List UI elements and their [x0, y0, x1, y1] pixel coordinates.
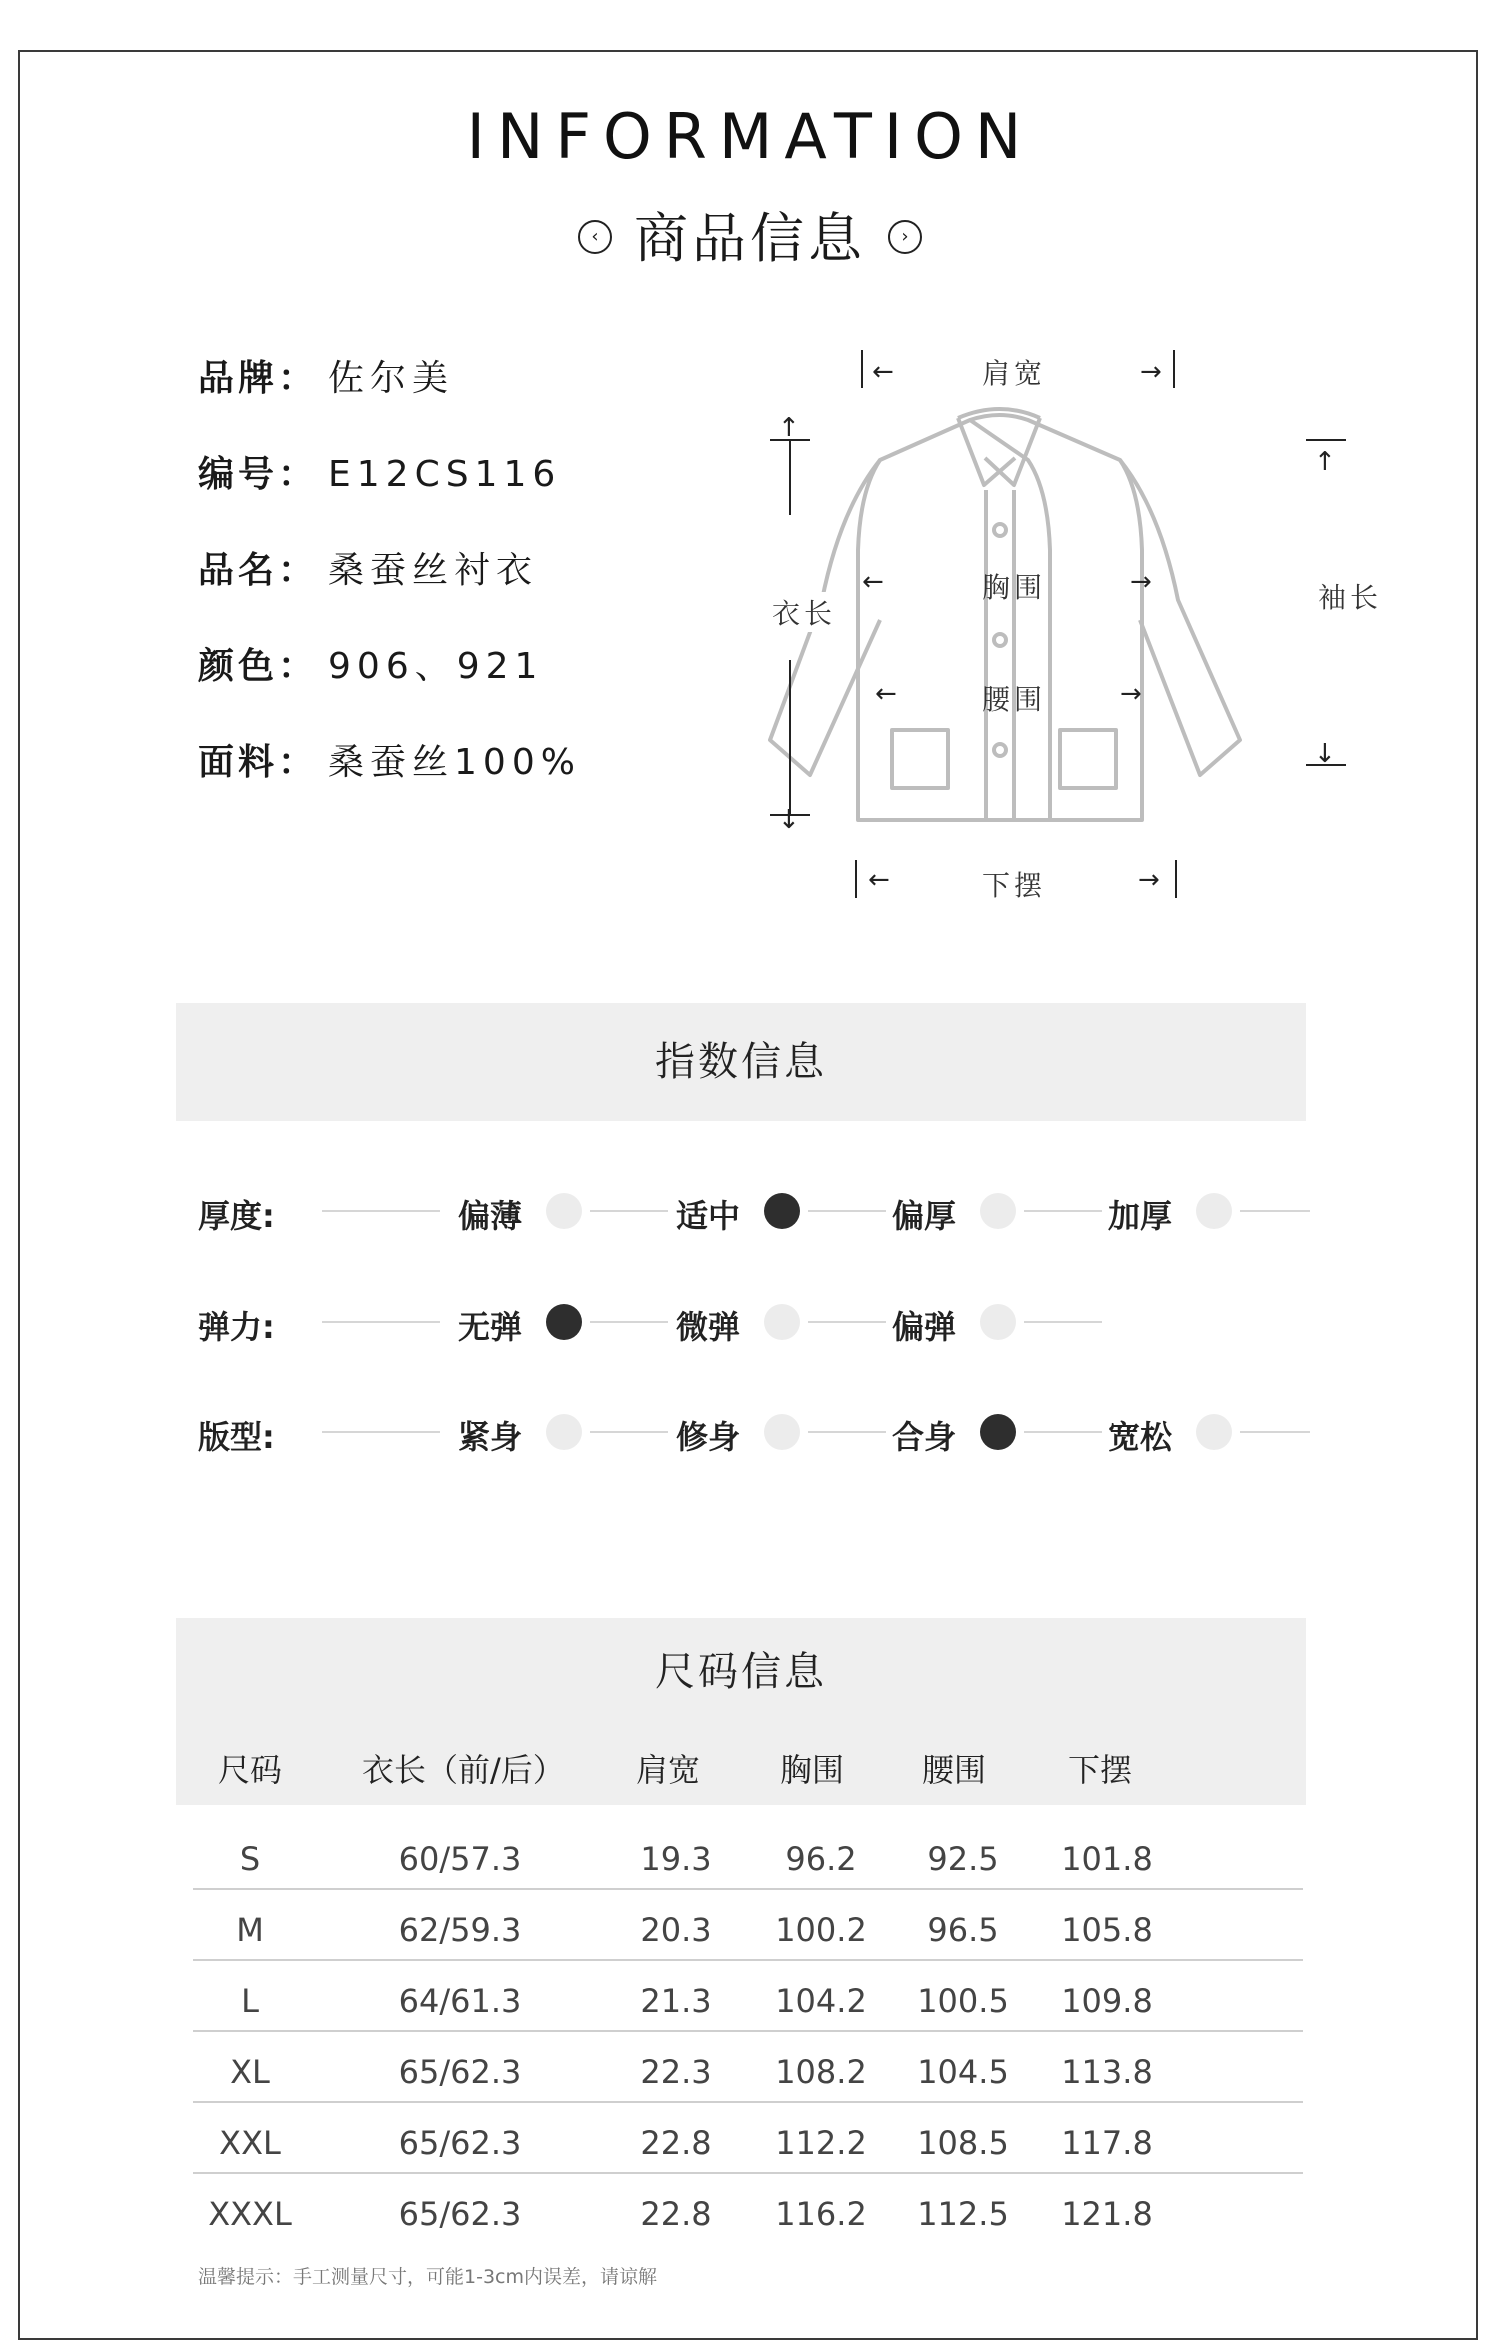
label-hem: 下摆: [982, 869, 1047, 902]
info-label: 品名：: [198, 550, 319, 591]
option-label: 修身: [676, 1418, 741, 1456]
column-header-chest: 胸围: [780, 1751, 845, 1789]
option-dot: [1196, 1414, 1232, 1450]
cell-size: L: [241, 1982, 259, 2020]
size-table-header: [176, 1723, 1306, 1805]
info-label: 品牌：: [198, 358, 319, 399]
info-row-brand: [198, 350, 454, 401]
option-label: 加厚: [1108, 1197, 1173, 1235]
metric-line: [1024, 1321, 1102, 1323]
cell-shoulder: 22.3: [640, 2053, 712, 2091]
cell-size: M: [236, 1911, 264, 1949]
metric-line: [1240, 1210, 1310, 1212]
cell-length: 60/57.3: [398, 1840, 522, 1878]
svg-text:→: →: [1130, 567, 1152, 597]
label-chest: 胸围: [982, 571, 1047, 604]
measurement-note: 温馨提示：手工测量尺寸，可能1-3cm内误差，请谅解: [198, 2266, 657, 2288]
metric-line: [808, 1210, 886, 1212]
info-value: 桑蚕丝100%: [328, 742, 581, 783]
option-dot: [1196, 1193, 1232, 1229]
cell-shoulder: 22.8: [640, 2195, 712, 2233]
row-divider: [193, 2101, 1303, 2103]
option-dot: [764, 1304, 800, 1340]
row-divider: [193, 1888, 1303, 1890]
svg-text:→: →: [1120, 679, 1142, 709]
cell-hem: 109.8: [1061, 1982, 1153, 2020]
option-label: 微弹: [676, 1308, 741, 1346]
cell-size: XXXL: [208, 2195, 292, 2233]
svg-text:←: ←: [875, 679, 897, 709]
metric-label-thickness: 厚度:: [198, 1197, 275, 1235]
cell-hem: 105.8: [1061, 1911, 1153, 1949]
cell-hem: 113.8: [1061, 2053, 1153, 2091]
cell-shoulder: 21.3: [640, 1982, 712, 2020]
cell-length: 64/61.3: [398, 1982, 522, 2020]
svg-text:←: ←: [868, 865, 890, 895]
svg-text:→: →: [1138, 865, 1160, 895]
shirt-measurement-diagram: [760, 340, 1460, 920]
label-shoulder: 肩宽: [982, 357, 1047, 390]
option-label: 合身: [892, 1418, 957, 1456]
index-section-title: 指数信息: [655, 1039, 827, 1085]
cell-size: XXL: [219, 2124, 281, 2162]
cell-waist: 112.5: [917, 2195, 1009, 2233]
row-divider: [193, 1959, 1303, 1961]
metric-line: [1024, 1210, 1102, 1212]
metric-line: [590, 1431, 668, 1433]
info-row-color: [198, 638, 543, 689]
cell-chest: 96.2: [785, 1840, 857, 1878]
option-label: 紧身: [458, 1418, 523, 1456]
metric-label-fit: 版型:: [198, 1418, 275, 1456]
info-value: 桑蚕丝衬衣: [328, 550, 539, 591]
option-dot: [980, 1304, 1016, 1340]
label-waist: 腰围: [982, 683, 1047, 716]
page-title-cn: 商品信息: [634, 207, 866, 270]
label-sleeve: 袖长: [1318, 581, 1383, 614]
cell-length: 65/62.3: [398, 2053, 522, 2091]
cell-chest: 108.2: [775, 2053, 867, 2091]
metric-line: [808, 1321, 886, 1323]
column-header-hem: 下摆: [1068, 1751, 1133, 1789]
column-header-size: 尺码: [218, 1751, 283, 1789]
cell-waist: 108.5: [917, 2124, 1009, 2162]
cell-hem: 101.8: [1061, 1840, 1153, 1878]
column-header-shoulder: 肩宽: [636, 1751, 701, 1789]
cell-shoulder: 20.3: [640, 1911, 712, 1949]
cell-size: XL: [230, 2053, 270, 2091]
cell-length: 65/62.3: [398, 2195, 522, 2233]
index-section-header: [176, 1003, 1306, 1121]
option-dot: [546, 1193, 582, 1229]
metric-line: [590, 1210, 668, 1212]
cell-waist: 100.5: [917, 1982, 1009, 2020]
option-dot-selected: [980, 1414, 1016, 1450]
info-value: 佐尔美: [328, 358, 455, 399]
metric-label-elasticity: 弹力:: [198, 1308, 275, 1346]
column-header-length: 衣长（前/后）: [362, 1751, 565, 1789]
option-dot-selected: [546, 1304, 582, 1340]
option-label: 适中: [676, 1197, 741, 1235]
option-label: 偏弹: [892, 1308, 957, 1346]
option-dot: [546, 1414, 582, 1450]
column-header-waist: 腰围: [922, 1751, 987, 1789]
row-divider: [193, 2030, 1303, 2032]
label-length: 衣长: [772, 592, 836, 632]
cell-waist: 104.5: [917, 2053, 1009, 2091]
cell-chest: 100.2: [775, 1911, 867, 1949]
option-dot: [764, 1414, 800, 1450]
option-dot: [980, 1193, 1016, 1229]
cell-waist: 92.5: [927, 1840, 999, 1878]
info-label: 面料：: [198, 742, 319, 783]
size-section-title: 尺码信息: [655, 1649, 827, 1695]
cell-chest: 116.2: [775, 2195, 867, 2233]
cell-shoulder: 19.3: [640, 1840, 712, 1878]
cell-chest: 112.2: [775, 2124, 867, 2162]
metric-line: [322, 1431, 440, 1433]
metric-line: [1024, 1431, 1102, 1433]
metric-line: [590, 1321, 668, 1323]
page-title-cn-group: [0, 196, 1500, 273]
info-label: 颜色：: [198, 646, 319, 687]
chevron-left-circle-icon: ‹: [578, 220, 612, 254]
page-title-en: INFORMATION: [466, 100, 1034, 173]
cell-length: 65/62.3: [398, 2124, 522, 2162]
cell-chest: 104.2: [775, 1982, 867, 2020]
info-label: 编号：: [198, 454, 319, 495]
svg-text:↓: ↓: [1314, 739, 1336, 769]
option-label: 无弹: [458, 1308, 523, 1346]
svg-text:→: →: [1140, 357, 1162, 387]
shirt-outline-icon: [760, 340, 1460, 920]
cell-length: 62/59.3: [398, 1911, 522, 1949]
metric-line: [1240, 1431, 1310, 1433]
option-label: 宽松: [1108, 1418, 1173, 1456]
option-dot-selected: [764, 1193, 800, 1229]
svg-text:↑: ↑: [1314, 447, 1336, 477]
info-value: 906、921: [328, 646, 544, 687]
cell-hem: 121.8: [1061, 2195, 1153, 2233]
info-row-name: [198, 542, 538, 593]
cell-hem: 117.8: [1061, 2124, 1153, 2162]
svg-text:←: ←: [862, 567, 884, 597]
metric-line: [322, 1210, 440, 1212]
info-row-fabric: [198, 734, 581, 785]
row-divider: [193, 2172, 1303, 2174]
size-section-header: [176, 1618, 1306, 1726]
svg-text:↑: ↑: [778, 413, 800, 443]
cell-size: S: [239, 1840, 261, 1878]
chevron-right-circle-icon: ›: [888, 220, 922, 254]
option-label: 偏厚: [892, 1197, 957, 1235]
svg-text:←: ←: [872, 357, 894, 387]
metric-line: [322, 1321, 440, 1323]
option-label: 偏薄: [458, 1197, 523, 1235]
info-value: E12CS116: [328, 454, 562, 495]
svg-text:↓: ↓: [778, 805, 800, 835]
info-row-code: [198, 446, 561, 497]
cell-shoulder: 22.8: [640, 2124, 712, 2162]
cell-waist: 96.5: [927, 1911, 999, 1949]
metric-line: [808, 1431, 886, 1433]
